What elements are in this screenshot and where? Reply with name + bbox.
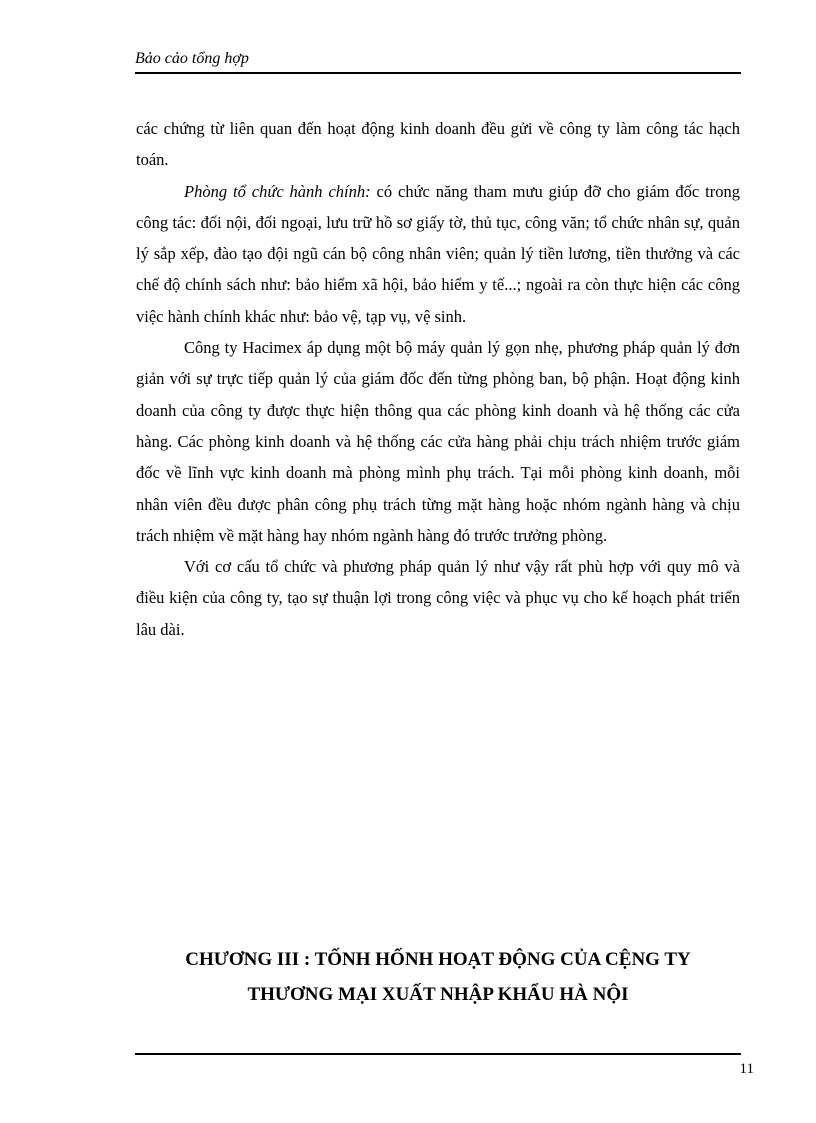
- footer-rule: [135, 1053, 741, 1055]
- paragraph-continuation: [136, 113, 740, 176]
- paragraph-text: Với cơ cấu tổ chức và phương pháp quản lý như vậy rất phù hợp với quy mô và điều kiện của công ty, tạo sự thuận lợi trong công việc và phục vụ cho kế hoạch phát triển lâu dài.: [136, 557, 740, 639]
- paragraph-lead: Phòng tổ chức hành chính:: [184, 181, 371, 201]
- page-number: 11: [739, 1061, 754, 1077]
- chapter-heading-line-2: THƯƠNG MẠI XUẤT NHẬP KHẨU HÀ NỘI: [247, 984, 629, 1005]
- paragraph-text: có chức năng tham mưu giúp đỡ cho giám đốc trong công tác: đối nội, đối ngoại, lưu trữ hồ sơ giấy tờ, thủ tục, công văn; tổ chức nhân sự, quản lý sắp xếp, đào tạo đội ngũ cán bộ công nhân viên; quản lý tiền lương, tiền thưởng và các chế độ chính sách như: bảo hiểm xã hội, bảo hiểm y tế...; ngoài ra còn thực hiện các công việc hành chính khác như: bảo vệ, tạp vụ, vệ sinh.: [136, 181, 740, 326]
- header-title: Bảo cảo tổng hợp: [135, 50, 249, 67]
- paragraph-management-structure: [136, 332, 740, 551]
- paragraph-text: Công ty Hacimex áp dụng một bộ máy quản lý gọn nhẹ, phương pháp quản lý đơn giản với sự trực tiếp quản lý của giám đốc đến từng phòng ban, bộ phận. Hoạt động kinh doanh của công ty được thực hiện thông qua các phòng kinh doanh và hệ thống các cửa hàng. Các phòng kinh doanh và hệ thống các cửa hàng phải chịu trách nhiệm trước giám đốc về lĩnh vực kinh doanh mà phòng mình phụ trách. Tại mỗi phòng kinh doanh, mỗi nhân viên đều được phân công phụ trách từng mặt hàng hoặc nhóm ngành hàng và chịu trách nhiệm về mặt hàng hay nhóm ngành hàng đó trước trưởng phòng.: [136, 338, 740, 545]
- body-text: [136, 113, 740, 645]
- page-header: [135, 48, 741, 74]
- chapter-heading: [136, 942, 740, 1012]
- paragraph-text: các chứng từ liên quan đến hoạt động kinh doanh đều gửi về công ty làm công tác hạch toán.: [136, 119, 740, 170]
- paragraph-admin-department: [136, 176, 740, 332]
- paragraph-conclusion: [136, 551, 740, 645]
- chapter-heading-line-1: CHƯƠNG III : TỐNH HỐNH HOẠT ĐỘNG CỦA CỆNG TY: [185, 949, 691, 970]
